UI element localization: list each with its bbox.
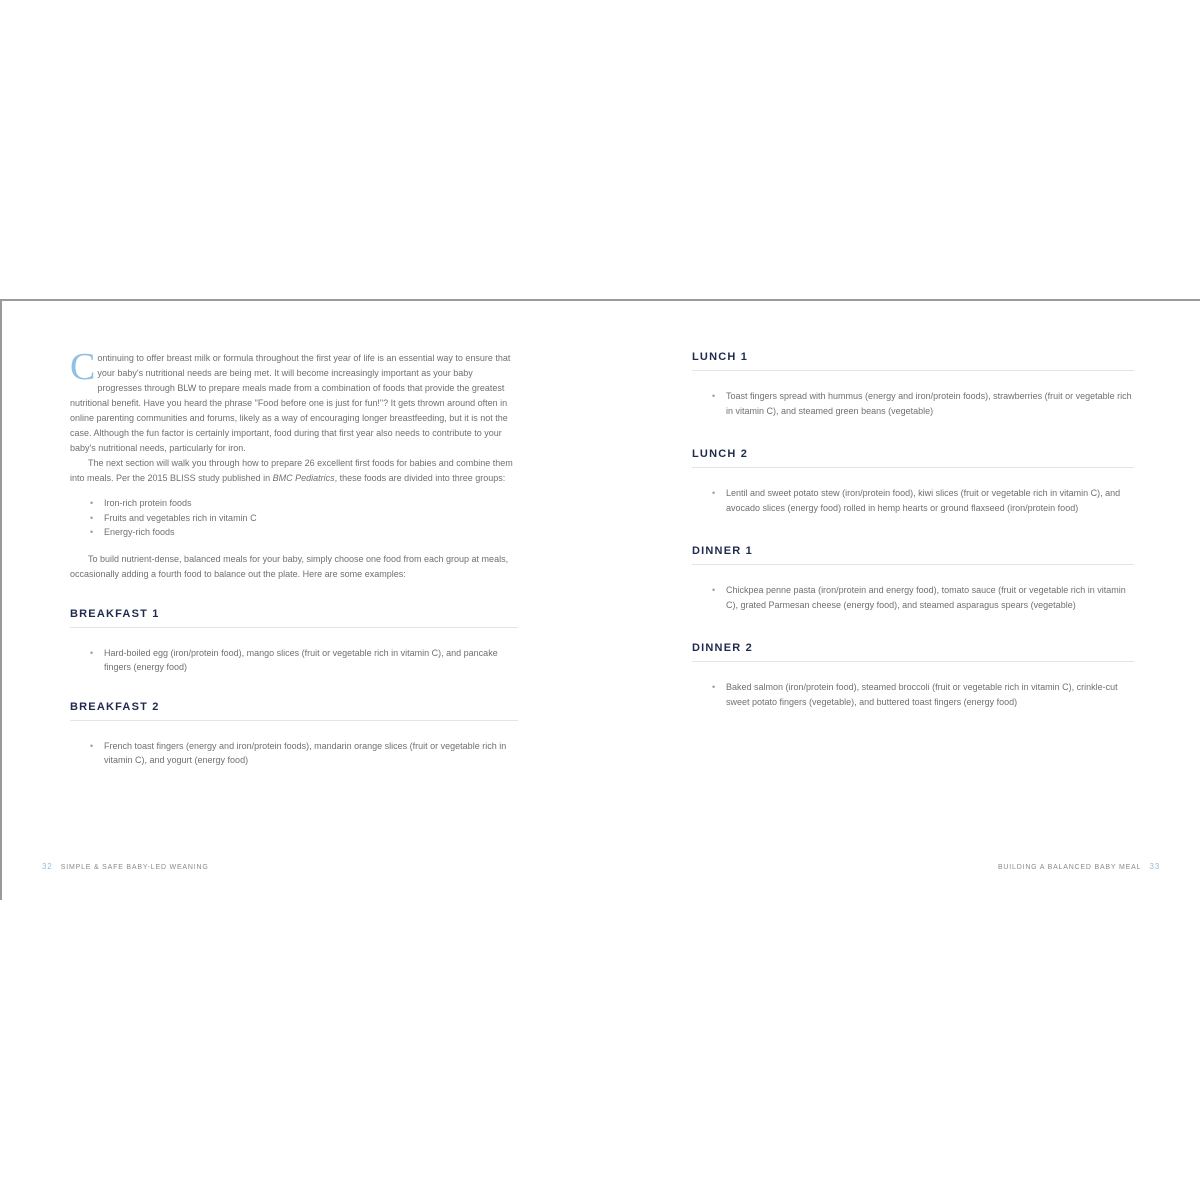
list-item: • Iron-rich protein foods: [90, 496, 518, 511]
meal-breakfast-2: [70, 701, 518, 768]
footer-left: [42, 862, 209, 871]
intro-paragraph: [70, 346, 518, 456]
meal-lunch-2: [692, 448, 1134, 515]
footer-right: [998, 862, 1160, 871]
list-item: • Lentil and sweet potato stew (iron/protein food), kiwi slices (fruit or vegetable rich in vitamin C), and avocado slices (energy food) rolled in hemp hearts or ground flaxseed (iron/protein food): [712, 486, 1134, 515]
food-groups-list: [70, 496, 518, 540]
meal-items: [692, 486, 1134, 515]
paragraph-two: [70, 456, 518, 486]
book-spread: [0, 299, 1200, 900]
meal-dinner-1: [692, 545, 1134, 612]
page-number-right: 33: [1149, 862, 1160, 871]
meal-items: [692, 583, 1134, 612]
paragraph-two-start: The next section will walk you through how to prepare 26 excellent first foods for babies and combine them into meals. Per the 2015 BLISS study published in: [70, 458, 513, 483]
list-item: • Hard-boiled egg (iron/protein food), mango slices (fruit or vegetable rich in vitamin C), and pancake fingers (energy food): [90, 646, 518, 675]
meal-items: [70, 739, 518, 768]
meal-lunch-1: [692, 351, 1134, 418]
list-item: • Baked salmon (iron/protein food), steamed broccoli (fruit or vegetable rich in vitamin C), crinkle-cut sweet potato fingers (vegetable), and buttered toast fingers (energy food): [712, 680, 1134, 709]
drop-cap: C: [70, 346, 96, 388]
intro-text: ontinuing to offer breast milk or formula throughout the first year of life is an essential way to ensure that your baby's nutritional needs are being met. It will become increasingly important as your baby progresses through BLW to prepare meals made from a combination of foods that provide the greatest nutritional benefit. Have you heard the phrase "Food before one is just for fun!"? It gets thrown around often in online parenting communities and forums, likely as a way of encouraging longer breastfeeding, but it is not the case. Although the fun factor is certainly important, food during that first year also needs to contribute to your baby's nutritional needs, particularly for iron.: [70, 353, 511, 453]
list-item: • Chickpea penne pasta (iron/protein and energy food), tomato sauce (fruit or vegetable rich in vitamin C), grated Parmesan cheese (energy food), and steamed asparagus spears (vegetable): [712, 583, 1134, 612]
list-item: • Toast fingers spread with hummus (energy and iron/protein foods), strawberries (fruit or vegetable rich in vitamin C), and steamed green beans (vegetable): [712, 389, 1134, 418]
meal-breakfast-1: [70, 608, 518, 675]
page-number-left: 32: [42, 862, 53, 871]
left-page: [70, 346, 518, 768]
meal-heading: BREAKFAST 2: [70, 701, 518, 721]
right-page: [692, 351, 1134, 709]
meal-heading: DINNER 2: [692, 642, 1134, 662]
journal-name: BMC Pediatrics: [272, 473, 335, 483]
list-item: • Energy-rich foods: [90, 525, 518, 540]
meal-dinner-2: [692, 642, 1134, 709]
meal-heading: LUNCH 2: [692, 448, 1134, 468]
running-title-right: BUILDING A BALANCED BABY MEAL: [997, 864, 1142, 871]
meal-heading: LUNCH 1: [692, 351, 1134, 371]
paragraph-two-end: , these foods are divided into three groups:: [334, 473, 506, 483]
meal-items: [692, 389, 1134, 418]
list-item: • French toast fingers (energy and iron/protein foods), mandarin orange slices (fruit or vegetable rich in vitamin C), and yogurt (energy food): [90, 739, 518, 768]
meal-items: [692, 680, 1134, 709]
meal-heading: BREAKFAST 1: [70, 608, 518, 628]
running-title-left: SIMPLE & SAFE BABY-LED WEANING: [60, 864, 209, 871]
paragraph-three: To build nutrient-dense, balanced meals for your baby, simply choose one food from each group at meals, occasionally adding a fourth food to balance out the plate. Here are some examples:: [70, 553, 509, 579]
meal-items: [70, 646, 518, 675]
meal-heading: DINNER 1: [692, 545, 1134, 565]
list-item: • Fruits and vegetables rich in vitamin C: [90, 511, 518, 526]
